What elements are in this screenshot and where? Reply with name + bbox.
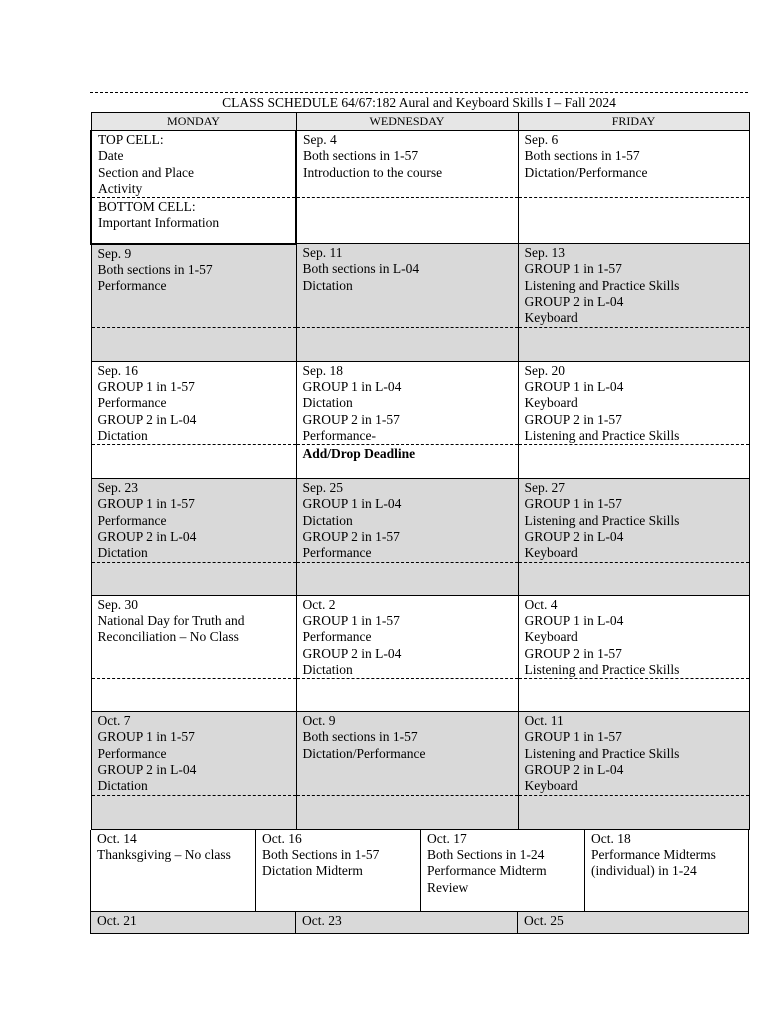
week1-fri-info bbox=[518, 198, 749, 244]
activity2: Dictation bbox=[97, 545, 148, 561]
group1: GROUP 1 in L-04 bbox=[524, 378, 624, 394]
activity1: Performance bbox=[97, 512, 167, 528]
activity2: Dictation bbox=[97, 778, 148, 794]
week3-mon-info bbox=[91, 445, 296, 479]
sep25-cell bbox=[296, 479, 518, 562]
week6-top-row bbox=[91, 712, 749, 795]
week6-bottom-row bbox=[91, 795, 749, 829]
date: Sep. 30 bbox=[97, 596, 138, 612]
sep30-cell bbox=[91, 595, 296, 678]
add-drop-deadline-note: Add/Drop Deadline bbox=[302, 446, 416, 462]
header-friday: FRIDAY bbox=[518, 113, 749, 131]
oct16-cell bbox=[256, 830, 421, 912]
date: Oct. 17 bbox=[427, 830, 467, 846]
oct7-cell bbox=[91, 712, 296, 795]
group1: GROUP 1 in L-04 bbox=[302, 378, 402, 394]
activity1: Listening and Practice Skills bbox=[524, 512, 680, 528]
holiday: Thanksgiving – No class bbox=[97, 846, 231, 862]
activity2: Keyboard bbox=[524, 545, 578, 561]
group2: GROUP 2 in 1-57 bbox=[302, 529, 400, 545]
date: Oct. 2 bbox=[302, 596, 336, 612]
week8-table bbox=[90, 912, 749, 934]
date: Oct. 14 bbox=[97, 830, 137, 846]
activity2: Dictation bbox=[302, 661, 353, 677]
week2-wed-info bbox=[296, 327, 518, 361]
week1-wed-info bbox=[296, 198, 518, 244]
header-row bbox=[91, 113, 749, 131]
week4-mon-info bbox=[91, 562, 296, 595]
sep16-cell bbox=[91, 361, 296, 444]
week4-top-row bbox=[91, 479, 749, 562]
group1: GROUP 1 in 1-57 bbox=[97, 496, 195, 512]
activity: Dictation bbox=[302, 277, 353, 293]
oct23-cell bbox=[296, 912, 518, 933]
week3-bottom-row bbox=[91, 445, 749, 479]
group2: GROUP 2 in 1-57 bbox=[524, 411, 622, 427]
section: Both sections in 1-57 bbox=[524, 148, 640, 164]
group1: GROUP 1 in 1-57 bbox=[97, 729, 195, 745]
holiday-line1: National Day for Truth and bbox=[97, 612, 245, 628]
section: Both sections in 1-57 bbox=[303, 148, 419, 164]
activity2: Listening and Practice Skills bbox=[524, 661, 680, 677]
week3-wed-info bbox=[296, 445, 518, 479]
date: Oct. 4 bbox=[524, 596, 558, 612]
oct4-cell bbox=[518, 595, 749, 678]
legend-bottom-cell bbox=[91, 198, 296, 244]
group2: GROUP 2 in 1-57 bbox=[524, 645, 622, 661]
activity-line2: (individual) in 1-24 bbox=[591, 863, 697, 879]
activity: Dictation/Performance bbox=[302, 745, 426, 761]
oct17-cell bbox=[421, 830, 585, 912]
group2: GROUP 2 in L-04 bbox=[524, 529, 624, 545]
activity2: Dictation bbox=[97, 427, 148, 443]
week4-bottom-row bbox=[91, 562, 749, 595]
legend-bottom-label: BOTTOM CELL: bbox=[98, 199, 196, 215]
header-monday: MONDAY bbox=[91, 113, 296, 131]
schedule-document bbox=[90, 92, 748, 934]
group2: GROUP 2 in 1-57 bbox=[302, 411, 400, 427]
activity1: Performance bbox=[302, 629, 372, 645]
sep9-cell bbox=[91, 244, 296, 327]
week2-top-row bbox=[91, 244, 749, 327]
week5-top-row bbox=[91, 595, 749, 678]
oct25-cell bbox=[518, 912, 749, 933]
date: Sep. 9 bbox=[97, 245, 132, 261]
sep23-cell bbox=[91, 479, 296, 562]
group1: GROUP 1 in L-04 bbox=[524, 612, 624, 628]
date: Oct. 16 bbox=[262, 830, 302, 846]
week1-top-row bbox=[91, 131, 749, 198]
date: Sep. 6 bbox=[524, 132, 559, 147]
week5-wed-info bbox=[296, 679, 518, 712]
legend-top-cell bbox=[91, 131, 296, 198]
activity-line2: Review bbox=[427, 879, 469, 895]
sep18-cell bbox=[296, 361, 518, 444]
sep13-cell bbox=[518, 244, 749, 327]
group2: GROUP 2 in L-04 bbox=[97, 411, 197, 427]
oct14-cell bbox=[91, 830, 256, 912]
week6-mon-info bbox=[91, 795, 296, 829]
date: Oct. 18 bbox=[591, 830, 631, 846]
group2: GROUP 2 in L-04 bbox=[302, 645, 402, 661]
activity-line1: Performance Midterm bbox=[427, 863, 547, 879]
activity1: Keyboard bbox=[524, 395, 578, 411]
group2: GROUP 2 in L-04 bbox=[524, 762, 624, 778]
date: Sep. 13 bbox=[524, 245, 565, 261]
date: Sep. 4 bbox=[303, 132, 337, 147]
holiday-line2: Reconciliation – No Class bbox=[97, 629, 239, 645]
midterm-week-table bbox=[90, 830, 749, 913]
group1: GROUP 1 in 1-57 bbox=[524, 496, 622, 512]
group1: GROUP 1 in 1-57 bbox=[524, 261, 622, 277]
sep27-cell bbox=[518, 479, 749, 562]
legend-date: Date bbox=[98, 148, 124, 164]
section: Both sections in L-04 bbox=[302, 261, 420, 277]
week5-mon-info bbox=[91, 679, 296, 712]
activity: Introduction to the course bbox=[303, 164, 443, 180]
section: Both Sections in 1-24 bbox=[427, 846, 545, 862]
activity2: Performance- bbox=[302, 427, 376, 443]
activity1: Keyboard bbox=[524, 629, 578, 645]
section: Both Sections in 1-57 bbox=[262, 846, 380, 862]
page-title: CLASS SCHEDULE 64/67:182 Aural and Keyboard Skills I – Fall 2024 bbox=[222, 95, 616, 110]
activity1: Performance bbox=[97, 395, 167, 411]
week4-wed-info bbox=[296, 562, 518, 595]
date: Sep. 16 bbox=[97, 362, 138, 378]
legend-info: Important Information bbox=[98, 215, 220, 231]
date: Sep. 25 bbox=[302, 480, 343, 496]
activity1: Performance bbox=[97, 745, 167, 761]
oct18-cell bbox=[585, 830, 749, 912]
week3-fri-info bbox=[518, 445, 749, 479]
sep6-cell bbox=[518, 131, 749, 198]
sep4-cell bbox=[296, 131, 518, 198]
group2: GROUP 2 in L-04 bbox=[524, 294, 624, 310]
week6-wed-info bbox=[296, 795, 518, 829]
activity2: Listening and Practice Skills bbox=[524, 427, 680, 443]
oct11-cell bbox=[518, 712, 749, 795]
date: Oct. 7 bbox=[97, 713, 131, 729]
schedule-table bbox=[90, 112, 750, 830]
activity-line1: Performance Midterms bbox=[591, 846, 716, 862]
group2: GROUP 2 in L-04 bbox=[97, 529, 197, 545]
week7-row bbox=[91, 830, 749, 912]
group1: GROUP 1 in 1-57 bbox=[97, 378, 195, 394]
date: Sep. 23 bbox=[97, 480, 138, 496]
week2-fri-info bbox=[518, 327, 749, 361]
activity: Performance bbox=[97, 278, 167, 294]
week4-fri-info bbox=[518, 562, 749, 595]
oct9-cell bbox=[296, 712, 518, 795]
activity2: Keyboard bbox=[524, 778, 578, 794]
activity1: Dictation bbox=[302, 512, 353, 528]
date: Oct. 9 bbox=[302, 713, 336, 729]
group1: GROUP 1 in L-04 bbox=[302, 496, 402, 512]
sep11-cell bbox=[296, 244, 518, 327]
activity1: Listening and Practice Skills bbox=[524, 277, 680, 293]
week3-top-row bbox=[91, 361, 749, 444]
legend-top-label: TOP CELL: bbox=[98, 132, 164, 147]
date: Oct. 21 bbox=[97, 913, 137, 929]
activity: Dictation Midterm bbox=[262, 863, 363, 879]
activity1: Listening and Practice Skills bbox=[524, 745, 680, 761]
date: Oct. 11 bbox=[524, 713, 564, 729]
week2-bottom-row bbox=[91, 327, 749, 361]
group2: GROUP 2 in L-04 bbox=[97, 762, 197, 778]
group1: GROUP 1 in 1-57 bbox=[302, 612, 400, 628]
activity2: Keyboard bbox=[524, 310, 578, 326]
section: Both sections in 1-57 bbox=[302, 729, 418, 745]
date: Sep. 18 bbox=[302, 362, 343, 378]
activity1: Dictation bbox=[302, 395, 353, 411]
week8-row bbox=[91, 912, 749, 933]
legend-activity: Activity bbox=[98, 180, 143, 196]
week2-mon-info bbox=[91, 327, 296, 361]
week6-fri-info bbox=[518, 795, 749, 829]
group1: GROUP 1 in 1-57 bbox=[524, 729, 622, 745]
date: Sep. 11 bbox=[302, 245, 343, 261]
date: Sep. 27 bbox=[524, 480, 565, 496]
oct2-cell bbox=[296, 595, 518, 678]
date: Oct. 25 bbox=[524, 913, 564, 929]
week5-fri-info bbox=[518, 679, 749, 712]
header-wednesday: WEDNESDAY bbox=[296, 113, 518, 131]
oct21-cell bbox=[91, 912, 296, 933]
date: Oct. 23 bbox=[302, 913, 342, 929]
week5-bottom-row bbox=[91, 679, 749, 712]
section: Both sections in 1-57 bbox=[97, 261, 213, 277]
legend-section: Section and Place bbox=[98, 164, 194, 180]
sep20-cell bbox=[518, 361, 749, 444]
date: Sep. 20 bbox=[524, 362, 565, 378]
activity: Dictation/Performance bbox=[524, 164, 648, 180]
week1-bottom-row bbox=[91, 198, 749, 244]
activity2: Performance bbox=[302, 545, 372, 561]
